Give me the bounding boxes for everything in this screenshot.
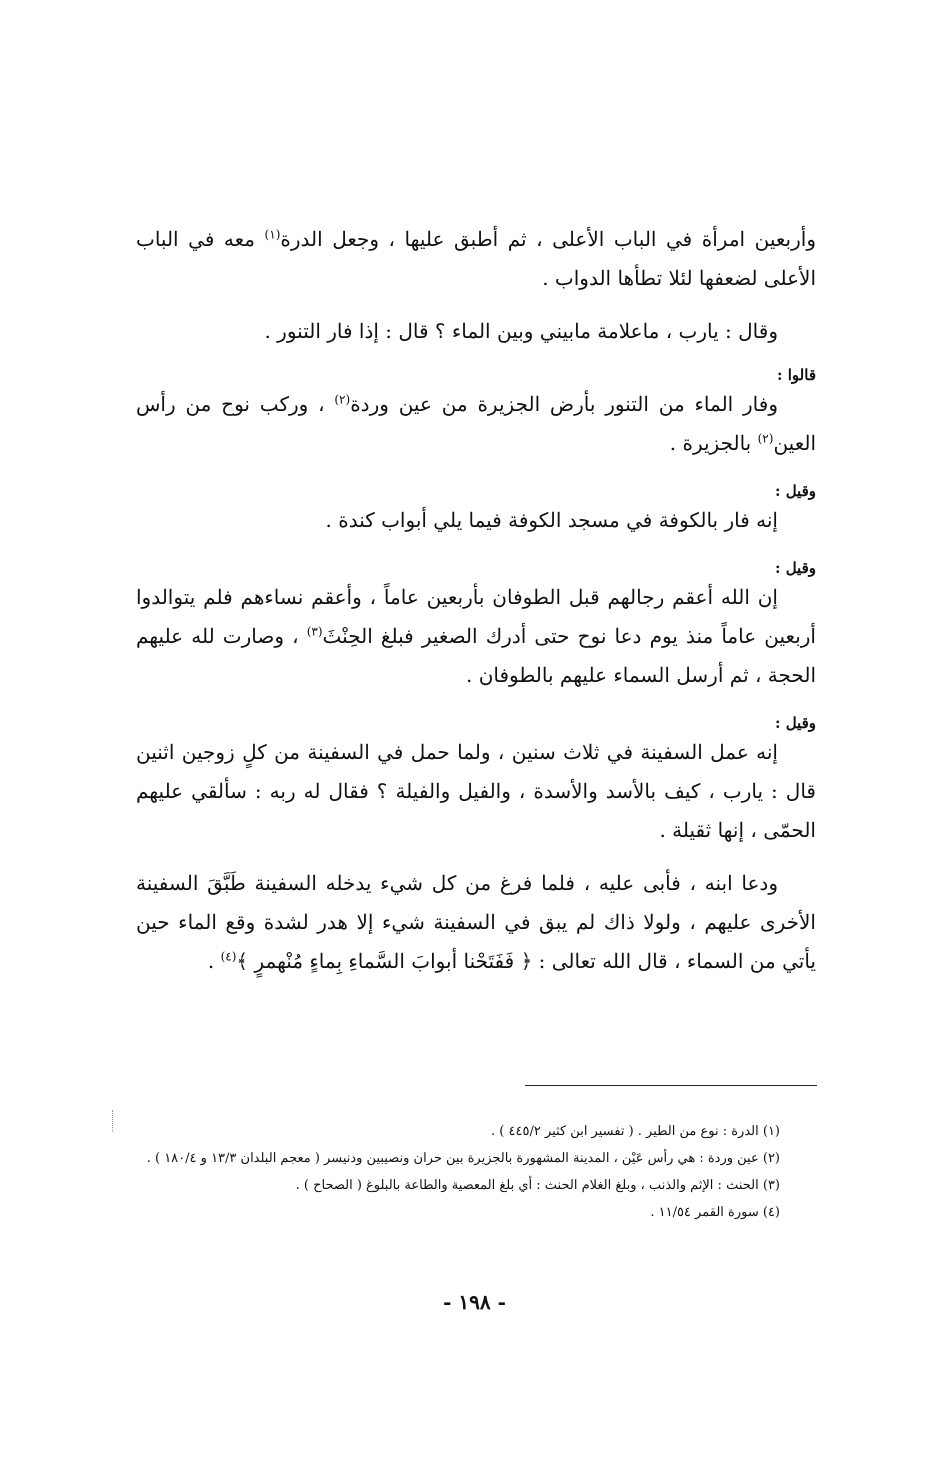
footnote-ref-2b[interactable]: (٢) (757, 431, 774, 446)
footnote-ref-1[interactable]: (١) (264, 227, 281, 242)
footnote-2: (٢) عين وردة : هي رأس عَيْن ، المدينة المشهورة بالجزيرة بين حران ونصيبين ودنيسر ( معجم البلدان ١٣/٣ و ١٨٠/٤ ) . (146, 1151, 780, 1166)
section-heading-1: قالوا : (777, 366, 816, 384)
footnote-ref-4[interactable]: (٤) (220, 949, 237, 964)
footnote-ref-2[interactable]: (٢) (334, 392, 351, 407)
paragraph-2: وقال : يارب ، ماعلامة مابيني وبين الماء ؟ قال : إذا فار التنور . (264, 319, 778, 343)
footnote-1: (١) الدرة : نوع من الطير . ( تفسير ابن كثير ٤٤٥/٢ ) . (491, 1124, 780, 1139)
page-number: - ١٩٨ - (443, 1290, 506, 1314)
paragraph-7: ودعا ابنه ، فأبى عليه ، فلما فرغ من كل شيء يدخله السفينة طَبَّقَ السفينة الأخرى عليهم ، ولولا ذاك لم يبق في السفينة شيء إلا هدر لشدة وقع الماء حين يأتي من السماء ، قال الله تعالى : ﴿ فَفَتَحْنا أبوابَ السَّماءِ بِماءٍ مُنْهمرٍ ﴾$^{(٤)}$ . (136, 871, 816, 973)
paragraph-5: إن الله أعقم رجالهم قبل الطوفان بأربعين عاماً ، وأعقم نساءهم فلم يتوالدوا أربعين عاماً منذ يوم دعا نوح حتى أدرك الصغير فبلغ الحِنْثَ$^{(٣)}$ ، وصارت لله عليهم الحجة ، ثم أرسل السماء عليهم بالطوفان . (136, 585, 816, 687)
paragraph-4: إنه فار بالكوفة في مسجد الكوفة فيما يلي أبواب كندة . (325, 508, 778, 532)
footnote-ref-3[interactable]: (٣) (306, 624, 323, 639)
footnotes (136, 1118, 816, 1226)
paragraph-6: إنه عمل السفينة في ثلاث سنين ، ولما حمل في السفينة من كلٍ زوجين اثنين قال : يارب ، كيف بالأسد والأسدة ، والفيل والفيلة ؟ فقال له ربه : سألقي عليهم الحمّى ، إنها ثقيلة . (136, 740, 816, 842)
section-heading-4: وقيل : (774, 714, 816, 732)
section-heading-2: وقيل : (774, 482, 816, 500)
footnote-3: (٣) الحنث : الإثم والذنب ، وبلغ الغلام الحنث : أي بلغ المعصية والطاعة بالبلوغ ( الصحاح ) . (295, 1178, 780, 1193)
margin-mark (112, 1110, 113, 1132)
section-heading-3: وقيل : (774, 559, 816, 577)
footnote-divider (525, 1085, 817, 1086)
footnote-4: (٤) سورة القمر ١١/٥٤ . (650, 1205, 780, 1220)
main-text (136, 220, 816, 981)
paragraph-1: وأربعين امرأة في الباب الأعلى ، ثم أطبق عليها ، وجعل الدرة$^{(١)}$ معه في الباب الأعلى لضعفها لئلا تطأها الدواب . (136, 227, 817, 290)
paragraph-3: وفار الماء من التنور بأرض الجزيرة من عين وردة$^{(٢)}$ ، وركب نوح من رأس العين$^{(٢)}$ بالجزيرة . (136, 392, 816, 455)
